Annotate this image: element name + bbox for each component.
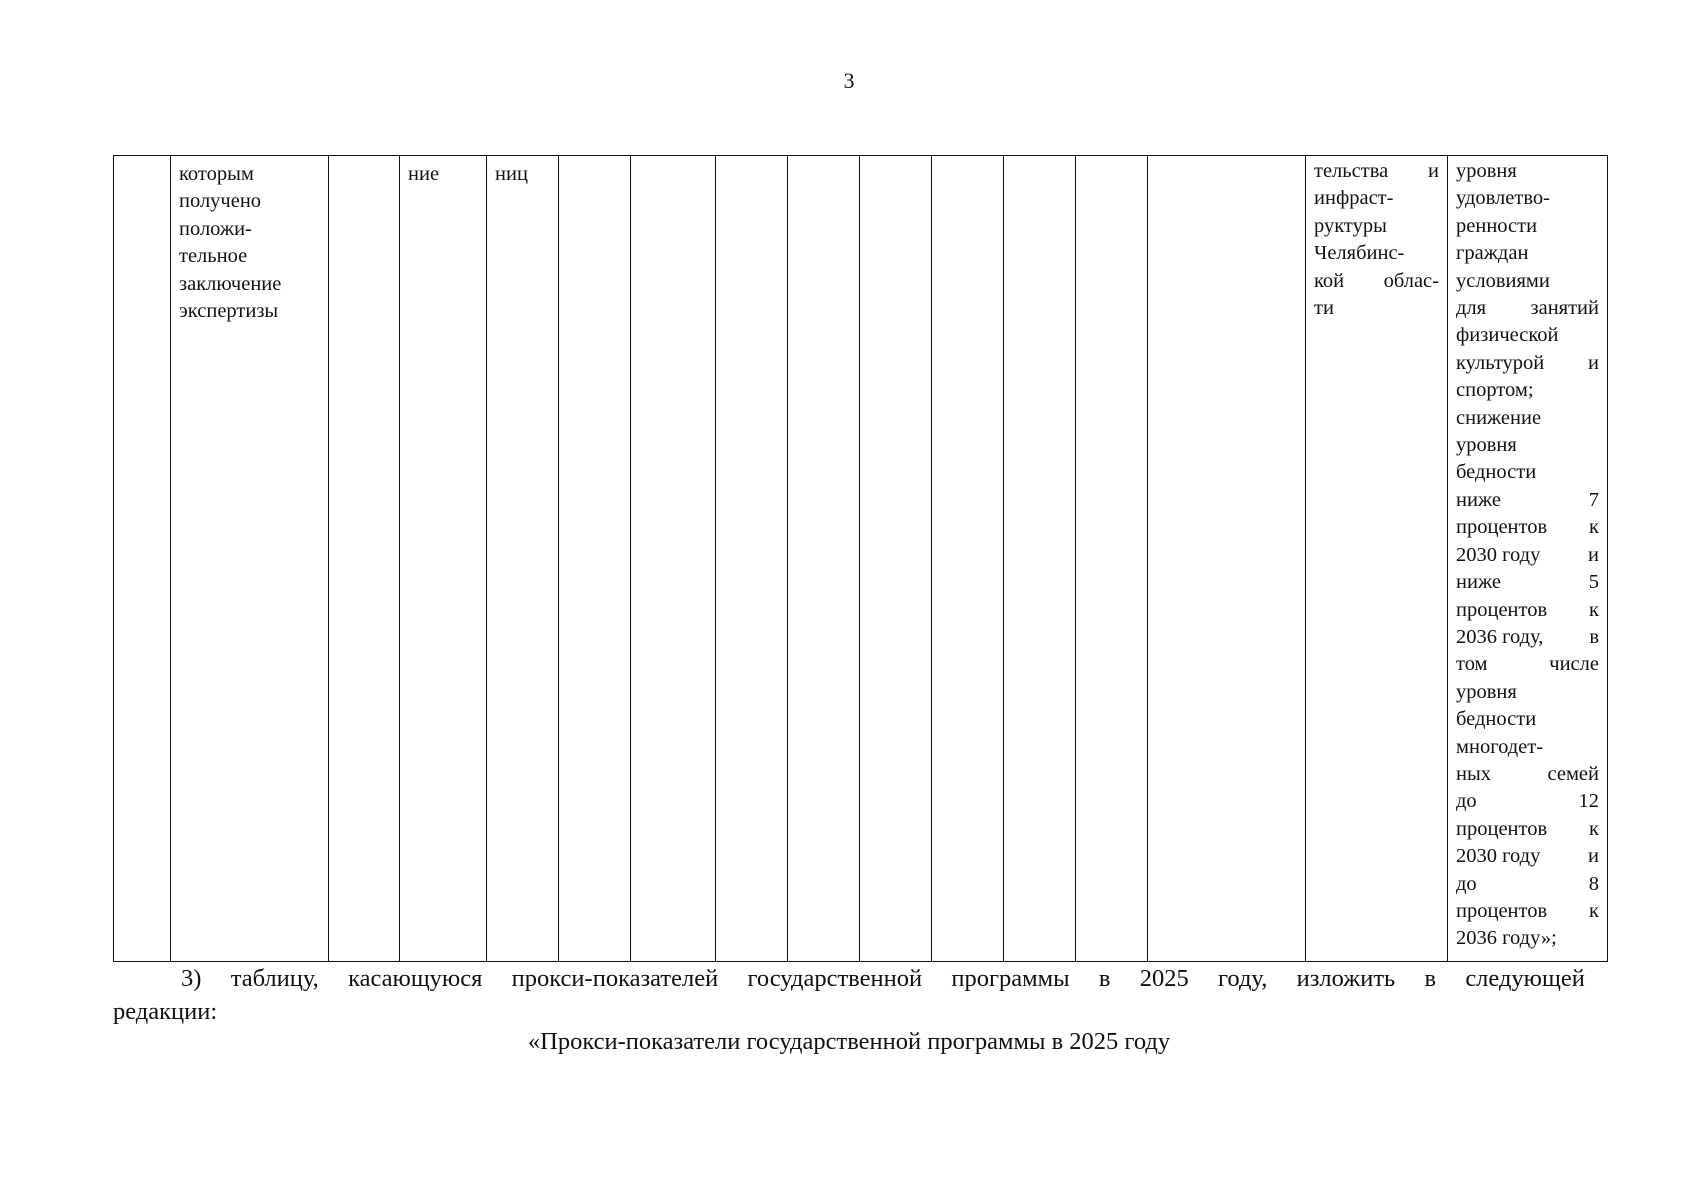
cell-word: уровня (1456, 680, 1517, 703)
cell-word: тельства (1314, 160, 1389, 182)
cell-word: облас- (1383, 269, 1439, 292)
cell-word: семей (1547, 762, 1599, 785)
cell-line (1456, 542, 1599, 569)
table-cell-6 (559, 156, 631, 962)
paragraph-word: году, (1217, 965, 1268, 992)
cell-line (1456, 651, 1599, 678)
cell-line (1456, 816, 1599, 843)
cell-word: ниже (1456, 571, 1501, 594)
cell-line (1456, 322, 1599, 349)
cell-word: уровня (1456, 434, 1517, 457)
cell-word: ренности (1456, 214, 1538, 237)
table-cell-16 (1448, 156, 1608, 962)
paragraph-line-1 (113, 962, 1585, 995)
cell-line (1456, 597, 1599, 624)
cell-word: снижение (1456, 406, 1542, 429)
table-cell-3 (329, 156, 400, 962)
cell-word: бедности (1456, 461, 1537, 484)
cell-word: спортом; (1456, 379, 1534, 402)
paragraph-word: изложить (1296, 965, 1396, 992)
table-cell-7 (631, 156, 716, 962)
cell-word: 2030 году (1456, 845, 1541, 868)
cell-word: в (1589, 625, 1599, 648)
cell-word: культурой (1456, 351, 1545, 374)
page-number: 3 (843, 68, 855, 93)
cell-word: граждан (1456, 242, 1529, 265)
cell-word: 5 (1588, 571, 1599, 594)
table-cell-2 (171, 156, 329, 962)
cell-line: экспертизы (179, 300, 279, 323)
table-row (114, 156, 1608, 962)
table-cell-15 (1306, 156, 1448, 962)
table-cell-10 (860, 156, 932, 962)
table-cell-4 (400, 156, 487, 962)
cell-word: до (1456, 872, 1477, 895)
table-cell-8 (716, 156, 788, 962)
cell-word: многодет- (1456, 735, 1544, 758)
cell-word: ниже (1456, 488, 1501, 511)
cell-line (1314, 185, 1439, 212)
cell-word: 2036 году, (1456, 625, 1544, 648)
cell-line (1314, 240, 1439, 267)
cell-word: физической (1456, 324, 1559, 347)
cell-line: заключение (179, 272, 282, 295)
cell-word: числе (1549, 653, 1599, 676)
cell-line: которым (179, 163, 254, 185)
cell-line (1456, 679, 1599, 706)
cell-word: руктуры (1314, 214, 1387, 237)
cell-word: процентов (1456, 817, 1548, 840)
paragraph-word: в (1424, 965, 1437, 992)
cell-word: Челябинс- (1314, 242, 1405, 265)
table-cell-5 (487, 156, 559, 962)
cell-word: к (1589, 516, 1599, 539)
cell-line: положи- (179, 217, 252, 240)
cell-text-indicators (1456, 158, 1599, 953)
cell-word: ти (1314, 297, 1334, 320)
paragraph-word: государственной (747, 965, 923, 992)
paragraph-word: прокси-показателей (511, 965, 719, 992)
paragraph-word: касающуюся (348, 965, 483, 992)
cell-line (1456, 185, 1599, 212)
cell-word: 8 (1588, 872, 1599, 895)
cell-line (1314, 158, 1439, 185)
cell-word: ных (1456, 762, 1491, 785)
cell-line (1456, 624, 1599, 651)
paragraph-word: 3) (181, 965, 202, 992)
cell-line (1456, 514, 1599, 541)
table-cell-12 (1004, 156, 1076, 962)
cell-line (1456, 706, 1599, 733)
cell-word: том (1456, 653, 1488, 676)
cell-line (1456, 761, 1599, 788)
cell-line: тельное (179, 245, 248, 268)
cell-line (1456, 268, 1599, 295)
cell-word: для (1456, 297, 1487, 320)
cell-word: 7 (1588, 488, 1599, 511)
paragraph-word: 2025 (1139, 965, 1189, 992)
cell-word: и (1428, 160, 1439, 182)
cell-word: процентов (1456, 598, 1548, 621)
cell-line (1456, 569, 1599, 596)
cell-text-infrastructure (1314, 158, 1439, 322)
cell-word: к (1589, 598, 1599, 621)
cell-text-nie: ние (408, 163, 440, 185)
paragraph-word: таблицу, (230, 965, 319, 992)
paragraph-indent (113, 962, 201, 995)
table-caption: «Прокси-показатели государственной программы в 2025 году (527, 1028, 1171, 1055)
cell-line (1314, 268, 1439, 295)
cell-word: до (1456, 790, 1477, 813)
cell-word: удовлетво- (1456, 187, 1550, 210)
cell-line (1314, 295, 1439, 322)
cell-line (1456, 432, 1599, 459)
cell-word: и (1588, 543, 1599, 566)
cell-word: занятий (1530, 297, 1599, 320)
table-cell-11 (932, 156, 1004, 962)
cell-line (1456, 350, 1599, 377)
cell-word: и (1588, 845, 1599, 868)
cell-word: и (1588, 351, 1599, 374)
cell-line (1456, 788, 1599, 815)
cell-word: инфраст- (1314, 187, 1394, 210)
cell-line (1456, 405, 1599, 432)
paragraph-word: следующей (1465, 965, 1585, 992)
cell-line: получено (179, 190, 262, 213)
cell-word: процентов (1456, 899, 1548, 922)
cell-line (1456, 487, 1599, 514)
cell-line (1456, 213, 1599, 240)
cell-word: бедности (1456, 708, 1537, 731)
table-cell-1 (114, 156, 171, 962)
cell-word: 2030 году (1456, 543, 1541, 566)
cell-text-expertise (179, 161, 320, 325)
cell-line (1456, 843, 1599, 870)
cell-word: к (1589, 817, 1599, 840)
table-cell-14 (1148, 156, 1306, 962)
paragraph-word: программы (951, 965, 1070, 992)
document-table (113, 155, 1608, 962)
cell-word: уровня (1456, 160, 1517, 182)
cell-line (1456, 158, 1599, 185)
cell-line (1456, 871, 1599, 898)
table-cell-9 (788, 156, 860, 962)
cell-word: 2036 году»; (1456, 927, 1557, 950)
cell-line (1456, 925, 1599, 952)
paragraph-word: в (1098, 965, 1111, 992)
cell-line (1456, 459, 1599, 486)
cell-text-nits: ниц (495, 163, 528, 185)
cell-word: условиями (1456, 269, 1550, 292)
cell-line (1456, 377, 1599, 404)
cell-line (1456, 898, 1599, 925)
cell-word: 12 (1578, 790, 1599, 813)
table-cell-13 (1076, 156, 1148, 962)
cell-line (1314, 213, 1439, 240)
cell-word: процентов (1456, 516, 1548, 539)
paragraph-line-2: редакции: (113, 998, 218, 1025)
cell-word: к (1589, 899, 1599, 922)
cell-line (1456, 240, 1599, 267)
cell-line (1456, 295, 1599, 322)
cell-line (1456, 734, 1599, 761)
cell-word: кой (1314, 269, 1345, 292)
